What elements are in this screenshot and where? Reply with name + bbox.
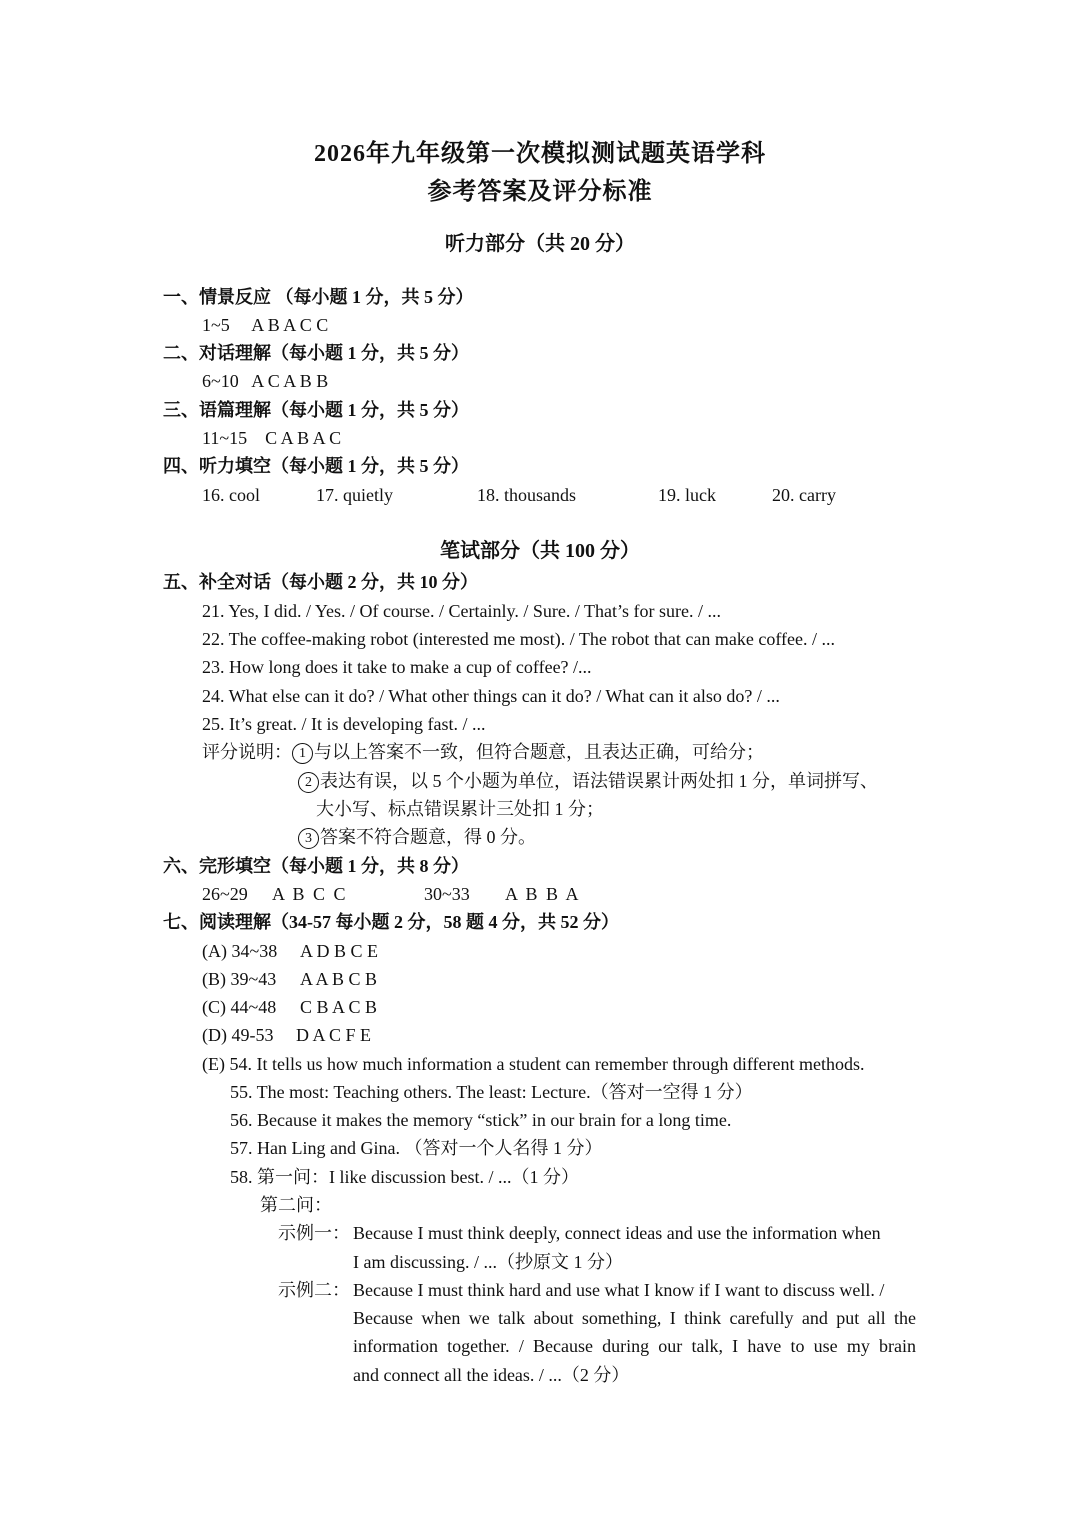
q3-range: 11~15	[202, 428, 248, 448]
example-2-line-1: Because I must think hard and use what I know if I want to discuss well. /	[353, 1280, 885, 1300]
q7-e-56: 56. Because it makes the memory “stick” in our brain for a long time.	[230, 1110, 732, 1130]
example-1-line-2: I am discussing. / ...（抄原文 1 分）	[353, 1252, 623, 1272]
q7-e-57: 57. Han Ling and Gina. （答对一个人名得 1 分）	[230, 1138, 603, 1158]
example-2-line-3: information together. / Because during our talk, I have to use my brain	[353, 1336, 916, 1356]
q7-group-answers: C B A C B	[300, 997, 378, 1017]
q5-line-23: 23. How long does it take to make a cup of coffee? /...	[202, 657, 592, 677]
scoring-note-1	[202, 738, 764, 766]
q5-line-21: 21. Yes, I did. / Yes. / Of course. / Certainly. / Sure. / That’s for sure. / ...	[202, 601, 721, 621]
circled-number: 2	[298, 772, 319, 793]
q5-line-24: 24. What else can it do? / What other things can it do? / What can it also do? / ...	[202, 686, 780, 706]
scoring-note-2	[298, 767, 878, 795]
q7-group-c	[202, 993, 377, 1021]
q6-heading: 六、完形填空（每小题 1 分，共 8 分）	[163, 856, 469, 876]
q7-group-range: (D) 49-53	[202, 1025, 274, 1045]
q5-line-25: 25. It’s great. / It is developing fast. / ...	[202, 714, 486, 734]
q4-item-19: 19. luck	[658, 485, 716, 505]
q1-answers	[202, 311, 328, 339]
example-2-line-4: and connect all the ideas. / ...（2 分）	[353, 1365, 630, 1385]
q1-range: 1~5	[202, 315, 230, 335]
scoring-note-3	[298, 823, 536, 851]
listening-heading: 听力部分（共 20 分）	[445, 233, 635, 255]
q7-e-58: 58. 第一问：I like discussion best. / ...（1 分）	[230, 1167, 579, 1187]
example-2-line-2: Because when we talk about something, I think carefully and put all the	[353, 1308, 916, 1328]
q6-range-1: 26~29	[202, 884, 248, 904]
q7-group-a	[202, 937, 378, 965]
q4-item-18: 18. thousands	[477, 485, 576, 505]
circled-number: 3	[298, 828, 319, 849]
q3-answers	[202, 424, 341, 452]
q7-heading: 七、阅读理解（34-57 每小题 2 分，58 题 4 分，共 52 分）	[163, 912, 619, 932]
example-2-label: 示例二：	[278, 1280, 350, 1300]
example-1-line-1: Because I must think deeply, connect ideas and use the information when	[353, 1223, 881, 1243]
q7-group-range: (B) 39~43	[202, 969, 277, 989]
scoring-note-2-continued: 大小写、标点错误累计三处扣 1 分；	[316, 799, 604, 819]
scoring-note-text: 表达有误，以 5 个小题为单位，语法错误累计两处扣 1 分，单词拼写、	[320, 771, 878, 791]
example-1-label: 示例一：	[278, 1223, 350, 1243]
q5-heading: 五、补全对话（每小题 2 分，共 10 分）	[163, 572, 478, 592]
q2-answers	[202, 367, 328, 395]
q7-group-answers: A A B C B	[300, 969, 378, 989]
scoring-note-text: 答案不符合题意，得 0 分。	[320, 827, 536, 847]
q7-group-range: (A) 34~38	[202, 941, 278, 961]
scoring-note-label: 评分说明：	[202, 742, 292, 762]
q7-group-answers: D A C F E	[296, 1025, 372, 1045]
q7-group-d	[202, 1021, 371, 1049]
q4-heading: 四、听力填空（每小题 1 分，共 5 分）	[163, 456, 469, 476]
q2-heading: 二、对话理解（每小题 1 分，共 5 分）	[163, 343, 469, 363]
q3-answer-list: C A B A C	[265, 428, 342, 448]
q7-e-54: (E) 54. It tells us how much information a student can remember through different methods.	[202, 1054, 865, 1074]
q7-group-range: (C) 44~48	[202, 997, 277, 1017]
q2-range: 6~10	[202, 371, 239, 391]
q1-heading: 一、情景反应 （每小题 1 分，共 5 分）	[163, 287, 474, 307]
q7-58-second-question: 第二问：	[260, 1195, 332, 1215]
q2-answer-list: A C A B B	[251, 371, 329, 391]
written-heading: 笔试部分（共 100 分）	[440, 540, 640, 562]
q6-answers-2: A B B A	[505, 884, 581, 904]
page-subtitle: 参考答案及评分标准	[427, 179, 653, 205]
q4-item-17: 17. quietly	[316, 485, 393, 505]
q4-item-16: 16. cool	[202, 485, 260, 505]
q1-answer-list: A B A C C	[251, 315, 329, 335]
circled-number: 1	[292, 743, 313, 764]
q7-e-55: 55. The most: Teaching others. The least: Lecture.（答对一空得 1 分）	[230, 1082, 753, 1102]
q4-item-20: 20. carry	[772, 485, 836, 505]
q7-group-b	[202, 965, 377, 993]
q5-line-22: 22. The coffee-making robot (interested me most). / The robot that can make coffee. / ...	[202, 629, 835, 649]
scoring-note-text: 与以上答案不一致，但符合题意，且表达正确，可给分；	[314, 742, 764, 762]
q6-answers-1: A B C C	[272, 884, 348, 904]
q3-heading: 三、语篇理解（每小题 1 分，共 5 分）	[163, 400, 469, 420]
page-title: 2026年九年级第一次模拟测试题英语学科	[314, 141, 766, 167]
q7-group-answers: A D B C E	[300, 941, 379, 961]
q6-range-2: 30~33	[424, 884, 470, 904]
